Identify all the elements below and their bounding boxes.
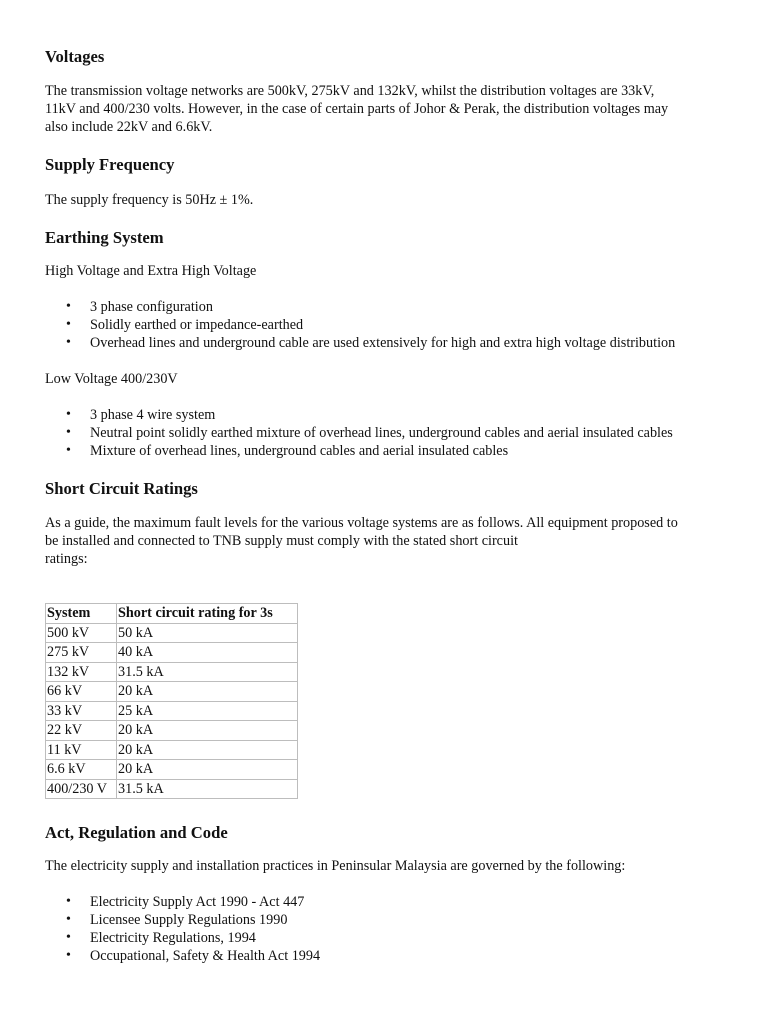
bullet-icon: • xyxy=(66,317,71,332)
table-row xyxy=(46,623,298,643)
system-cell: 275 kV xyxy=(46,643,117,663)
lv-label: Low Voltage 400/230V xyxy=(45,371,178,387)
table-row xyxy=(46,701,298,721)
list-item: • Electricity Regulations, 1994 xyxy=(66,930,256,946)
voltages-line-3: also include 22kV and 6.6kV. xyxy=(45,119,213,135)
rating-cell: 20 kA xyxy=(117,682,298,702)
bullet-icon: • xyxy=(66,443,71,458)
rating-cell: 50 kA xyxy=(117,623,298,643)
rating-cell: 31.5 kA xyxy=(117,779,298,799)
rating-cell: 20 kA xyxy=(117,760,298,780)
bullet-icon: • xyxy=(66,425,71,440)
rating-cell: 20 kA xyxy=(117,740,298,760)
short-circuit-heading: Short Circuit Ratings xyxy=(45,479,198,498)
voltages-line-1: The transmission voltage networks are 500kV, 275kV and 132kV, whilst the distribution voltages are 33kV, xyxy=(45,83,655,99)
column-header-rating: Short circuit rating for 3s xyxy=(117,604,298,624)
table-row xyxy=(46,760,298,780)
bullet-icon: • xyxy=(66,299,71,314)
bullet-icon: • xyxy=(66,930,71,945)
bullet-icon: • xyxy=(66,407,71,422)
system-cell: 500 kV xyxy=(46,623,117,643)
list-item: • 3 phase configuration xyxy=(66,299,213,315)
list-item: • Occupational, Safety & Health Act 1994 xyxy=(66,948,321,964)
system-cell: 11 kV xyxy=(46,740,117,760)
list-item: • Mixture of overhead lines, underground cables and aerial insulated cables xyxy=(66,443,509,459)
short-circuit-paragraph xyxy=(45,514,725,568)
system-cell: 66 kV xyxy=(46,682,117,702)
voltages-heading: Voltages xyxy=(45,47,105,66)
bullet-icon: • xyxy=(66,948,71,963)
table-row xyxy=(46,643,298,663)
system-cell: 22 kV xyxy=(46,721,117,741)
rating-cell: 31.5 kA xyxy=(117,662,298,682)
short-circuit-line-1: As a guide, the maximum fault levels for the various voltage systems are as follows. All equipment proposed to xyxy=(45,515,678,531)
list-item: • 3 phase 4 wire system xyxy=(66,407,216,423)
short-circuit-line-3: ratings: xyxy=(45,551,88,567)
table-header-row xyxy=(46,604,298,624)
act-regulation-list xyxy=(45,893,320,965)
earthing-system-heading: Earthing System xyxy=(45,228,164,247)
table-row xyxy=(46,740,298,760)
hv-label: High Voltage and Extra High Voltage xyxy=(45,263,257,279)
short-circuit-line-2: be installed and connected to TNB supply must comply with the stated short circuit xyxy=(45,533,518,549)
rating-cell: 25 kA xyxy=(117,701,298,721)
voltages-paragraph xyxy=(45,82,725,136)
rating-cell: 20 kA xyxy=(117,721,298,741)
system-cell: 132 kV xyxy=(46,662,117,682)
system-cell: 6.6 kV xyxy=(46,760,117,780)
act-regulation-intro: The electricity supply and installation practices in Peninsular Malaysia are governed by the following: xyxy=(45,858,626,874)
list-item: • Electricity Supply Act 1990 - Act 447 xyxy=(66,894,305,910)
table-row xyxy=(46,682,298,702)
list-item: • Licensee Supply Regulations 1990 xyxy=(66,912,288,928)
list-item: • Solidly earthed or impedance-earthed xyxy=(66,317,304,333)
rating-cell: 40 kA xyxy=(117,643,298,663)
bullet-icon: • xyxy=(66,335,71,350)
hv-bullet-list xyxy=(45,298,675,352)
short-circuit-table xyxy=(45,603,298,799)
voltages-line-2: 11kV and 400/230 volts. However, in the case of certain parts of Johor & Perak, the distribution voltages may xyxy=(45,101,669,117)
list-item: • Neutral point solidly earthed mixture of overhead lines, underground cables and aerial insulated cables xyxy=(66,425,673,441)
table-row xyxy=(46,662,298,682)
supply-frequency-text: The supply frequency is 50Hz ± 1%. xyxy=(45,192,254,208)
table-row xyxy=(46,779,298,799)
column-header-system: System xyxy=(46,604,117,624)
list-item: • Overhead lines and underground cable are used extensively for high and extra high voltage distribution xyxy=(66,335,676,351)
table-row xyxy=(46,721,298,741)
bullet-icon: • xyxy=(66,894,71,909)
supply-frequency-heading: Supply Frequency xyxy=(45,155,175,174)
bullet-icon: • xyxy=(66,912,71,927)
act-regulation-heading: Act, Regulation and Code xyxy=(45,823,228,842)
lv-bullet-list xyxy=(45,406,673,460)
system-cell: 400/230 V xyxy=(46,779,117,799)
system-cell: 33 kV xyxy=(46,701,117,721)
